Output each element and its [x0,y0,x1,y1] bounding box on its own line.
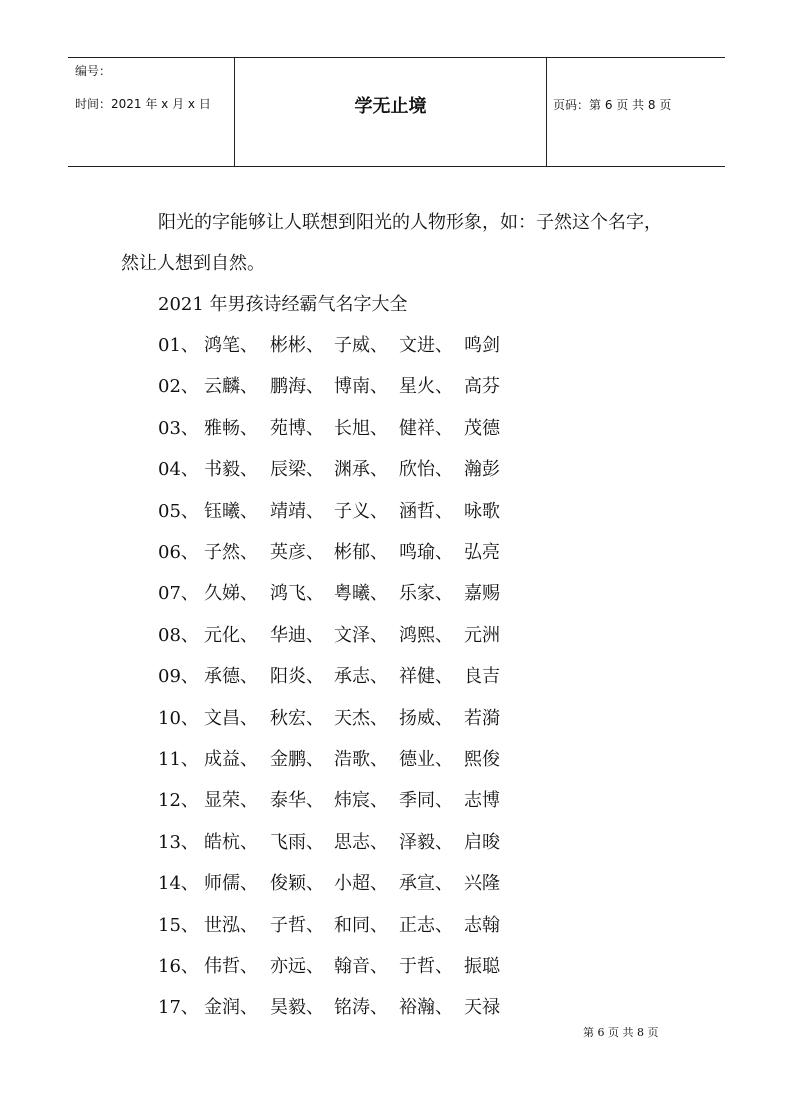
list-item-number: 09、 [158,666,199,688]
list-item-number: 05、 [158,500,199,522]
list-item-name: 英彦、 [270,542,324,563]
list-item-name: 裕瀚、 [399,997,453,1019]
list-item-name: 健祥、 [399,417,453,439]
list-item-name: 鸣剑 [464,335,500,356]
list-item-name: 高芬 [464,376,500,398]
list-item-number: 11、 [158,749,199,770]
list-item-name: 瀚彭 [464,459,500,481]
list-item-name: 浩歌、 [334,749,388,770]
list-item-name: 泰华、 [270,790,324,812]
list-item-name: 志翰 [464,914,500,936]
list-item-name: 华迪、 [270,624,324,646]
list-item-name: 金润、 [204,997,258,1019]
list-item-name: 元洲 [464,624,500,646]
list-item-name: 师儒、 [204,873,258,895]
list-item-name: 俊颖、 [270,873,324,895]
list-item-name: 天禄 [464,997,500,1019]
list-item-name: 鸿熙、 [399,624,453,646]
list-item-number: 08、 [158,624,199,646]
list-item-name: 涵哲、 [399,500,453,522]
intro-line-2: 然让人想到自然。 [121,253,265,274]
list-item-number: 02、 [158,376,199,398]
list-item-name: 书毅、 [204,459,258,481]
list-item-name: 久娣、 [204,583,258,605]
list-item-name: 彬彬、 [270,335,324,356]
list-item-name: 小超、 [334,873,388,895]
list-item-name: 和同、 [334,914,388,936]
list-item-name: 世泓、 [204,914,258,936]
list-item-number: 14、 [158,873,199,895]
list-item-name: 子哲、 [270,914,324,936]
list-item-name: 承宣、 [399,873,453,895]
list-item-name: 正志、 [399,914,453,936]
list-item-name: 文昌、 [204,707,258,729]
list-item-name: 鸣瑜、 [399,542,453,563]
list-item-name: 元化、 [204,624,258,646]
list-item-name: 靖靖、 [270,500,324,522]
intro-line-1: 阳光的字能够让人联想到阳光的人物形象，如：子然这个名字， [158,212,662,233]
list-item-number: 03、 [158,417,199,439]
list-item-name: 振聪 [464,956,500,977]
list-item-number: 10、 [158,707,199,729]
list-item-name: 金鹏、 [270,749,324,770]
list-item-number: 07、 [158,583,199,605]
time-label: 时间：2021 年 x 月 x 日 [75,97,211,111]
list-item-name: 成益、 [204,749,258,770]
list-item-name: 德业、 [399,749,453,770]
list-item-number: 16、 [158,956,199,977]
page-number-label: 页码：第 6 页 共 8 页 [553,98,672,112]
list-item-name: 乐家、 [399,583,453,605]
list-item-name: 扬威、 [399,707,453,729]
list-item-number: 12、 [158,790,199,812]
list-item-name: 若漪 [464,707,500,729]
list-item-name: 咏歌 [464,500,500,522]
list-title: 2021 年男孩诗经霸气名字大全 [158,294,408,315]
list-item-number: 06、 [158,542,199,563]
list-item-name: 文泽、 [334,624,388,646]
list-item-name: 承志、 [334,666,388,688]
header-right-cell [546,58,725,166]
list-item-name: 炜宸、 [334,790,388,812]
list-item-name: 粤曦、 [334,583,388,605]
list-item-name: 秋宏、 [270,707,324,729]
page-footer: 第 6 页 共 8 页 [583,1026,659,1039]
list-item-name: 欣怡、 [399,459,453,481]
list-item-name: 子然、 [204,542,258,563]
list-item-name: 伟哲、 [204,956,258,977]
list-item-name: 显荣、 [204,790,258,812]
list-item-name: 承德、 [204,666,258,688]
list-item-name: 祥健、 [399,666,453,688]
list-item-name: 铭涛、 [334,997,388,1019]
list-item-name: 雅畅、 [204,417,258,439]
list-item-name: 辰梁、 [270,459,324,481]
list-item-name: 志博 [464,790,500,812]
list-item-name: 钰曦、 [204,500,258,522]
list-item-name: 文进、 [399,335,453,356]
list-item-name: 鸿飞、 [270,583,324,605]
list-item-number: 13、 [158,831,199,853]
list-item-name: 熙俊 [464,749,500,770]
list-item-name: 鸿笔、 [204,335,258,356]
list-item-name: 子义、 [334,500,388,522]
list-item-name: 苑博、 [270,417,324,439]
list-item-name: 鹏海、 [270,376,324,398]
list-item-name: 嘉赐 [464,583,500,605]
list-item-name: 茂德 [464,417,500,439]
list-item-name: 星火、 [399,376,453,398]
list-item-name: 泽毅、 [399,831,453,853]
list-item-number: 01、 [158,335,199,356]
list-item-name: 翰音、 [334,956,388,977]
list-item-name: 弘亮 [464,542,500,563]
list-item-name: 渊承、 [334,459,388,481]
list-item-name: 亦远、 [270,956,324,977]
list-item-name: 皓杭、 [204,831,258,853]
list-item-name: 飞雨、 [270,831,324,853]
list-item-name: 兴隆 [464,873,500,895]
list-item-number: 17、 [158,997,199,1019]
list-item-name: 良吉 [464,666,500,688]
list-item-name: 阳炎、 [270,666,324,688]
list-item-name: 子威、 [334,335,388,356]
list-item-name: 昊毅、 [270,997,324,1019]
serial-label: 编号： [75,64,112,78]
list-item-name: 长旭、 [334,417,388,439]
list-item-name: 天杰、 [334,707,388,729]
header-title: 学无止境 [354,96,427,117]
list-item-name: 思志、 [334,831,388,853]
list-item-number: 15、 [158,914,199,936]
page-header [68,57,725,167]
list-item-name: 启晙 [464,831,500,853]
list-item-name: 于哲、 [399,956,453,977]
list-item-number: 04、 [158,459,199,481]
header-title-cell [234,58,547,166]
header-left-cell [68,58,234,166]
list-item-name: 云麟、 [204,376,258,398]
list-item-name: 季同、 [399,790,453,812]
list-item-name: 博南、 [334,376,388,398]
list-item-name: 彬郁、 [334,542,388,563]
